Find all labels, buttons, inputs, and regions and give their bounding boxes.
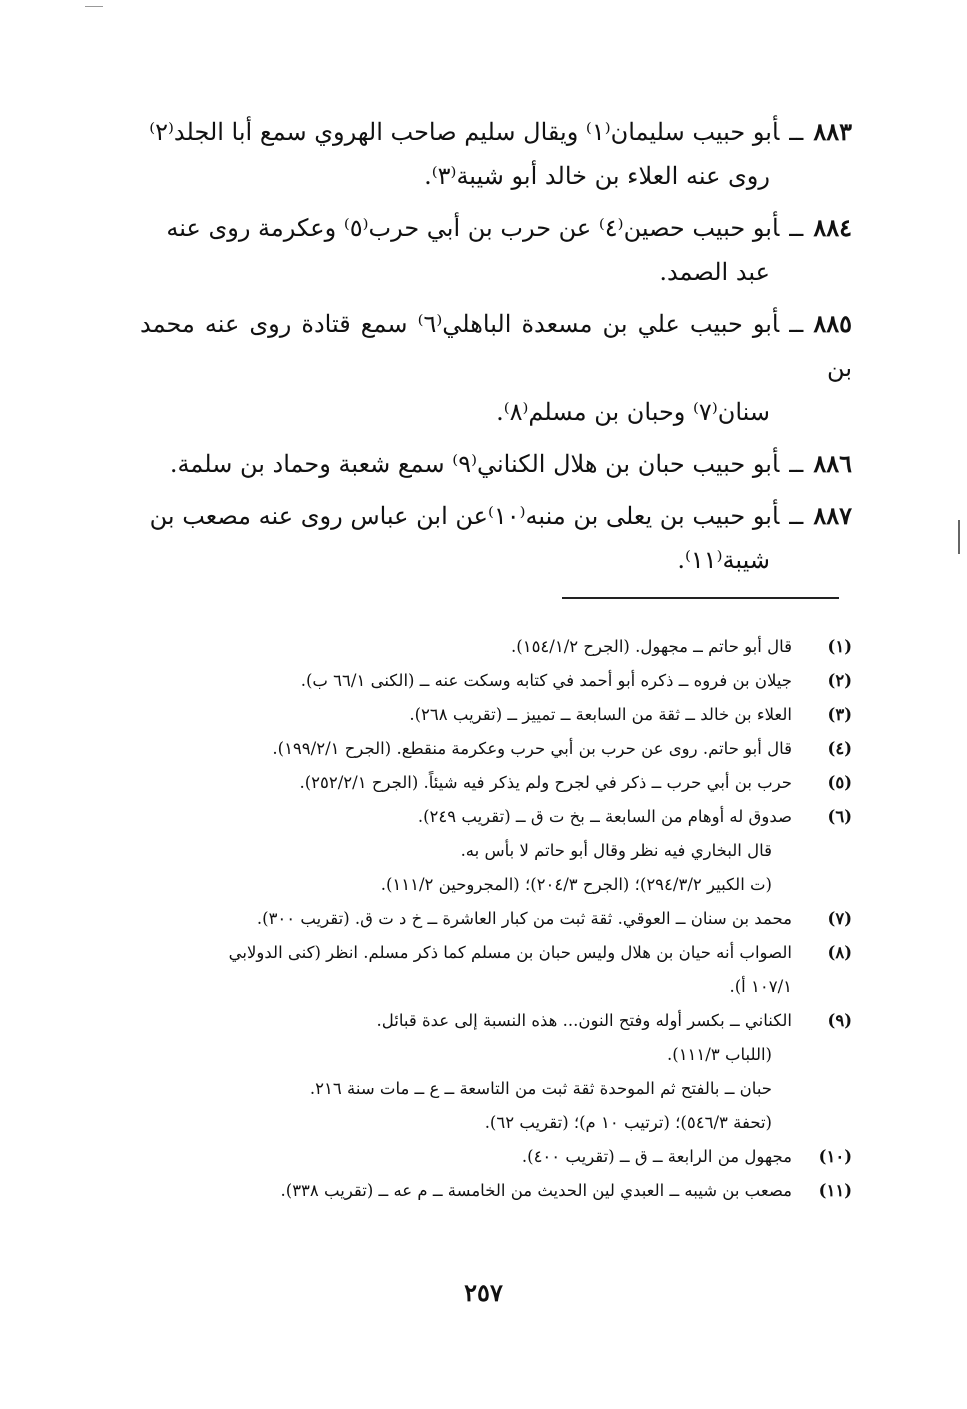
footnote-text: مجهول من الرابعة ــ ق ــ (تقريب ٤٠٠). <box>521 1147 792 1166</box>
footnote-text <box>140 1004 792 1140</box>
entry-number: ٨٨٣ <box>813 117 852 146</box>
footnote-10 <box>140 1140 852 1174</box>
entry-continuation: عبد الصمد. <box>659 258 770 286</box>
entry-886 <box>140 442 852 486</box>
footnote-11 <box>140 1174 852 1208</box>
footnote-text: قال أبو حاتم. روى عن حرب بن أبي حرب وعكرمة منقطع. (الجرح ١٩٩/٢/١). <box>272 739 792 758</box>
footnote-5 <box>140 766 852 800</box>
footnote-1 <box>140 630 852 664</box>
footnote-number: (٦) <box>827 807 852 826</box>
entry-text: أبو حبيب حبان بن هلال الكناني⁽٩⁾ سمع شعبة وحماد بن سلمة. <box>169 450 780 478</box>
entry-885 <box>140 302 852 434</box>
entry-text: أبو حبيب سليمان⁽١⁾ ويقال سليم صاحب الهروي سمع أبا الجلد⁽٢⁾ <box>149 118 780 146</box>
entry-884 <box>140 206 852 294</box>
footnote-number: (٨) <box>827 943 852 962</box>
footnote-6 <box>140 800 852 902</box>
footnote-text <box>140 800 792 902</box>
footnote-text: محمد بن سنان ــ العوقي. ثقة ثبت من كبار العاشرة ــ خ د ت ق. (تقريب ٣٠٠). <box>256 909 792 928</box>
footnote-3 <box>140 698 852 732</box>
page-number: ٢٥٧ <box>464 1278 503 1307</box>
footnote-number: (٥) <box>827 773 852 792</box>
footnote-line: قال البخاري فيه نظر وقال أبو حاتم لا بأس به. <box>460 841 772 860</box>
entry-line: ٨٨٧ــأبو حبيب بن يعلى بن منبه⁽١٠⁾عن ابن عباس روى عنه مصعب بن <box>149 501 852 530</box>
entry-number: ٨٨٧ <box>813 501 852 530</box>
footnote-4 <box>140 732 852 766</box>
entry-line: ٨٨٤ــأبو حبيب حصين⁽٤⁾ عن حرب بن أبي حرب⁽٥⁾ وعكرمة روى عنه <box>166 213 852 242</box>
footnote-8 <box>140 936 852 1004</box>
footnote-number: (١٠) <box>818 1147 852 1166</box>
main-text <box>140 110 852 590</box>
footnote-text: مصعب بن شيبه ــ العبدي لين الحديث من الخامسة ــ م عه ــ (تقريب ٣٣٨). <box>280 1181 792 1200</box>
entry-text: أبو حبيب حصين⁽٤⁾ عن حرب بن أبي حرب⁽٥⁾ وعكرمة روى عنه <box>166 214 780 242</box>
corner-mark <box>85 6 103 7</box>
entry-continuation: سنان⁽٧⁾ وحبان بن مسلم⁽٨⁾. <box>496 398 770 426</box>
entry-line: ٨٨٦ــأبو حبيب حبان بن هلال الكناني⁽٩⁾ سمع شعبة وحماد بن سلمة. <box>169 449 852 478</box>
entry-number: ٨٨٤ <box>813 213 852 242</box>
margin-mark <box>958 520 960 554</box>
entry-number: ٨٨٥ <box>813 309 852 338</box>
footnote-text: العلاء بن خالد ــ ثقة من السابعة ــ تمييز ــ (تقريب ٢٦٨). <box>409 705 792 724</box>
footnote-number: (١) <box>827 637 852 656</box>
entry-continuation: روى عنه العلاء بن خالد أبو شيبة⁽٣⁾. <box>424 162 770 190</box>
footnote-line: ١٠٧/١ أ). <box>729 977 792 996</box>
footnote-2 <box>140 664 852 698</box>
footnote-text: جيلان بن فروه ــ ذكره أبو أحمد في كتابه وسكت عنه ــ (الكنى ٦٦/١ ب). <box>300 671 792 690</box>
footnote-number: (٩) <box>827 1011 852 1030</box>
footnote-separator <box>562 597 839 599</box>
entry-text: أبو حبيب علي بن مسعدة الباهلي⁽٦⁾ سمع قتادة روى عنه محمد بن <box>140 310 852 382</box>
footnote-line: الصواب أنه حيان بن هلال وليس حبان بن مسلم كما ذكر مسلم. انظر (كنى الدولابي <box>228 943 792 962</box>
footnote-7 <box>140 902 852 936</box>
entry-883 <box>140 110 852 198</box>
footnote-line: صدوق له أوهام من السابعة ــ بخ ت ق ــ (تقريب ٢٤٩). <box>417 807 792 826</box>
entry-text: أبو حبيب بن يعلى بن منبه⁽١٠⁾عن ابن عباس روى عنه مصعب بن <box>149 502 780 530</box>
footnote-text: حرب بن أبي حرب ــ ذكر في لجرح ولم يذكر فيه شيئاً. (الجرح ٢٥٢/٢/١). <box>299 773 792 792</box>
footnote-text <box>140 936 792 1004</box>
entry-887 <box>140 494 852 582</box>
footnote-line: حبان ــ بالفتح ثم الموحدة ثقة ثبت من التاسعة ــ ع ــ مات سنة ٢١٦. <box>309 1079 772 1098</box>
footnote-line: (اللباب ١١١/٣). <box>667 1045 772 1064</box>
entry-line: ٨٨٣ــأبو حبيب سليمان⁽١⁾ ويقال سليم صاحب الهروي سمع أبا الجلد⁽٢⁾ <box>149 117 852 146</box>
footnote-number: (١١) <box>818 1181 852 1200</box>
footnote-9 <box>140 1004 852 1140</box>
footnote-text: قال أبو حاتم ــ مجهول. (الجرح ١٥٤/١/٢). <box>511 637 792 656</box>
footnote-line: (تحفة ٥٤٦/٣)؛ (ترتيب ١٠ م)؛ (تقريب ٦٢). <box>484 1113 772 1132</box>
footnote-number: (٣) <box>827 705 852 724</box>
entry-continuation: شيبة⁽١١⁾. <box>677 546 770 574</box>
footnote-number: (٧) <box>827 909 852 928</box>
footnote-line: (ت الكبير ٢٩٤/٣/٢)؛ (الجرح ٢٠٤/٣)؛ (المجروحين ١١١/٢). <box>380 875 772 894</box>
entry-line: ٨٨٥ــأبو حبيب علي بن مسعدة الباهلي⁽٦⁾ سمع قتادة روى عنه محمد بن <box>140 309 852 382</box>
footnotes <box>140 630 852 1208</box>
footnote-number: (٢) <box>827 671 852 690</box>
footnote-number: (٤) <box>827 739 852 758</box>
footnote-line: الكناني ــ بكسر أوله وفتح النون... هذه النسبة إلى عدة قبائل. <box>376 1011 792 1030</box>
entry-number: ٨٨٦ <box>813 449 852 478</box>
